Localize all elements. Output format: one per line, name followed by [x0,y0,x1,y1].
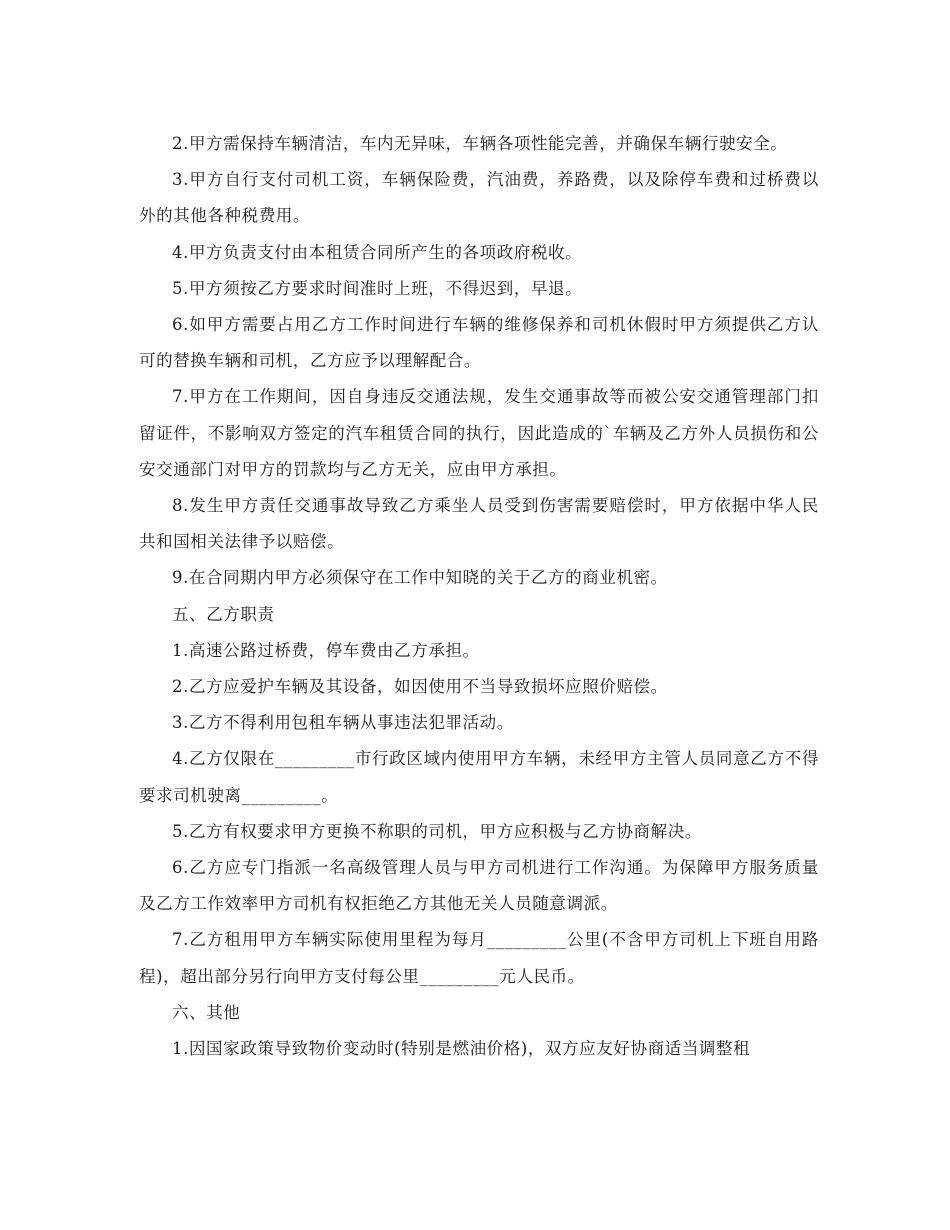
clause-5-3: 3.乙方不得利用包租车辆从事违法犯罪活动。 [172,713,514,733]
section-heading-6: 六、其他 [172,1002,241,1022]
document-body [139,126,819,1067]
clause-5-5: 5.乙方有权要求甲方更换不称职的司机，甲方应积极与乙方协商解决。 [172,821,702,841]
clause-4-3: 3.甲方自行支付司机工资，车辆保险费，汽油费，养路费，以及除停车费和过桥费以外的其他各种税费用。 [139,170,819,226]
clause-4-8: 8.发生甲方责任交通事故导致乙方乘坐人员受到伤害需要赔偿时，甲方依据中华人民共和国相关法律予以赔偿。 [139,496,819,552]
clause-4-5: 5.甲方须按乙方要求时间准时上班，不得迟到，早退。 [172,278,583,298]
clause-5-6: 6.乙方应专门指派一名高级管理人员与甲方司机进行工作沟通。为保障甲方服务质量及乙方工作效率甲方司机有权拒绝乙方其他无关人员随意调派。 [139,858,819,914]
clause-5-7: 7.乙方租用甲方车辆实际使用里程为每月_________公里(不含甲方司机上下班自用路程)，超出部分另行向甲方支付每公里_________元人民币。 [139,930,819,986]
section-heading-5: 五、乙方职责 [172,604,275,624]
clause-4-2: 2.甲方需保持车辆清洁，车内无异味，车辆各项性能完善，并确保车辆行驶安全。 [172,134,788,153]
clause-4-9: 9.在合同期内甲方必须保守在工作中知晓的关于乙方的商业机密。 [172,568,668,588]
clause-5-2: 2.乙方应爱护车辆及其设备，如因使用不当导致损坏应照价赔偿。 [172,677,668,697]
clause-6-1: 1.因国家政策导致物价变动时(特别是燃油价格)，双方应友好协商适当调整租 [172,1039,751,1059]
clause-5-1: 1.高速公路过桥费，停车费由乙方承担。 [172,640,480,660]
clause-4-6: 6.如甲方需要占用乙方工作时间进行车辆的维修保养和司机休假时甲方须提供乙方认可的替换车辆和司机，乙方应予以理解配合。 [139,315,819,371]
clause-4-7: 7.甲方在工作期间，因自身违反交通法规，发生交通事故等而被公安交通管理部门扣留证件，不影响双方签定的汽车租赁合同的执行，因此造成的`车辆及乙方外人员损伤和公安交通部门对甲方的罚款均与乙方无关，应由甲方承担。 [139,387,819,479]
clause-4-4: 4.甲方负责支付由本租赁合同所产生的各项政府税收。 [172,242,583,262]
clause-5-4: 4.乙方仅限在_________市行政区域内使用甲方车辆，未经甲方主管人员同意乙方不得要求司机驶离_________。 [139,749,819,805]
